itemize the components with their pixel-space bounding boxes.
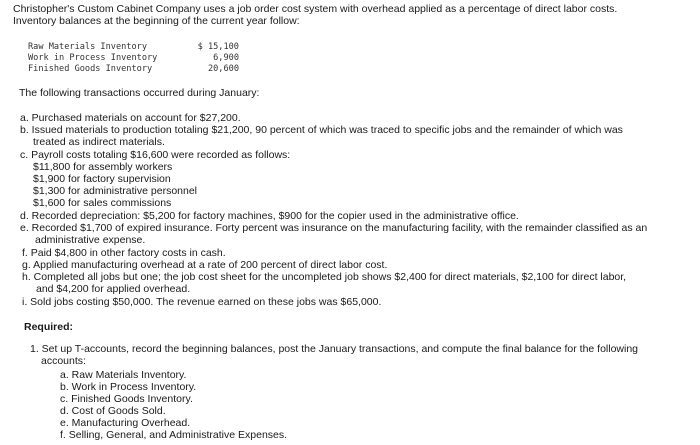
- requirement-1: 1. Set up T-accounts, record the beginning balances, post the January transactions, and compute the final balance for the following: [30, 343, 639, 355]
- intro-line-2: Inventory balances at the beginning of the current year follow:: [13, 15, 300, 27]
- payroll-item: $1,900 for factory supervision: [33, 173, 171, 185]
- account-item: d. Cost of Goods Sold.: [60, 405, 166, 417]
- balance-label: Finished Goods Inventory: [28, 64, 153, 74]
- balance-amount: 20,600: [207, 64, 239, 74]
- payroll-item: $1,600 for sales commissions: [33, 197, 172, 209]
- requirement-1-cont: accounts:: [41, 355, 86, 367]
- account-item: f. Selling, General, and Administrative Expenses.: [60, 429, 288, 441]
- transactions-heading: The following transactions occurred during January:: [19, 87, 260, 99]
- account-item: a. Raw Materials Inventory.: [60, 369, 187, 381]
- payroll-item: $11,800 for assembly workers: [33, 161, 173, 173]
- transaction-e-cont: administrative expense.: [35, 234, 146, 246]
- transaction-a: a. Purchased materials on account for $27,200.: [20, 112, 241, 124]
- balance-amount: $ 15,100: [197, 42, 239, 52]
- transaction-c: c. Payroll costs totaling $16,600 were recorded as follows:: [20, 149, 291, 161]
- transaction-e: e. Recorded $1,700 of expired insurance. Forty percent was insurance on the manufacturing facility, with the remainder classified as an: [20, 222, 648, 234]
- balance-label: Work in Process Inventory: [28, 53, 158, 63]
- transaction-b: b. Issued materials to production totaling $21,200, 90 percent of which was traced to specific jobs and the remainder of which was: [20, 124, 623, 136]
- transaction-f: f. Paid $4,800 in other factory costs in cash.: [22, 247, 226, 259]
- intro-line-1: Christopher's Custom Cabinet Company uses a job order cost system with overhead applied as a percentage of direct labor costs.: [13, 3, 618, 15]
- balance-amount: 6,900: [213, 53, 239, 63]
- transaction-i: i. Sold jobs costing $50,000. The revenue earned on these jobs was $65,000.: [22, 296, 382, 308]
- transaction-h: h. Completed all jobs but one; the job cost sheet for the uncompleted job shows $2,400 for direct materials, $2,100 for direct labor,: [22, 271, 627, 283]
- transaction-g: g. Applied manufacturing overhead at a rate of 200 percent of direct labor cost.: [22, 259, 388, 271]
- balance-label: Raw Materials Inventory: [28, 42, 147, 52]
- account-item: b. Work in Process Inventory.: [60, 381, 197, 393]
- transaction-b-cont: treated as indirect materials.: [33, 136, 165, 148]
- transaction-h-cont: and $4,200 for applied overhead.: [36, 283, 191, 295]
- transaction-d: d. Recorded depreciation: $5,200 for factory machines, $900 for the copier used in the administrative office.: [20, 210, 519, 222]
- payroll-item: $1,300 for administrative personnel: [33, 185, 198, 197]
- account-item: e. Manufacturing Overhead.: [60, 417, 191, 429]
- required-heading: Required:: [24, 321, 74, 333]
- account-item: c. Finished Goods Inventory.: [60, 393, 193, 405]
